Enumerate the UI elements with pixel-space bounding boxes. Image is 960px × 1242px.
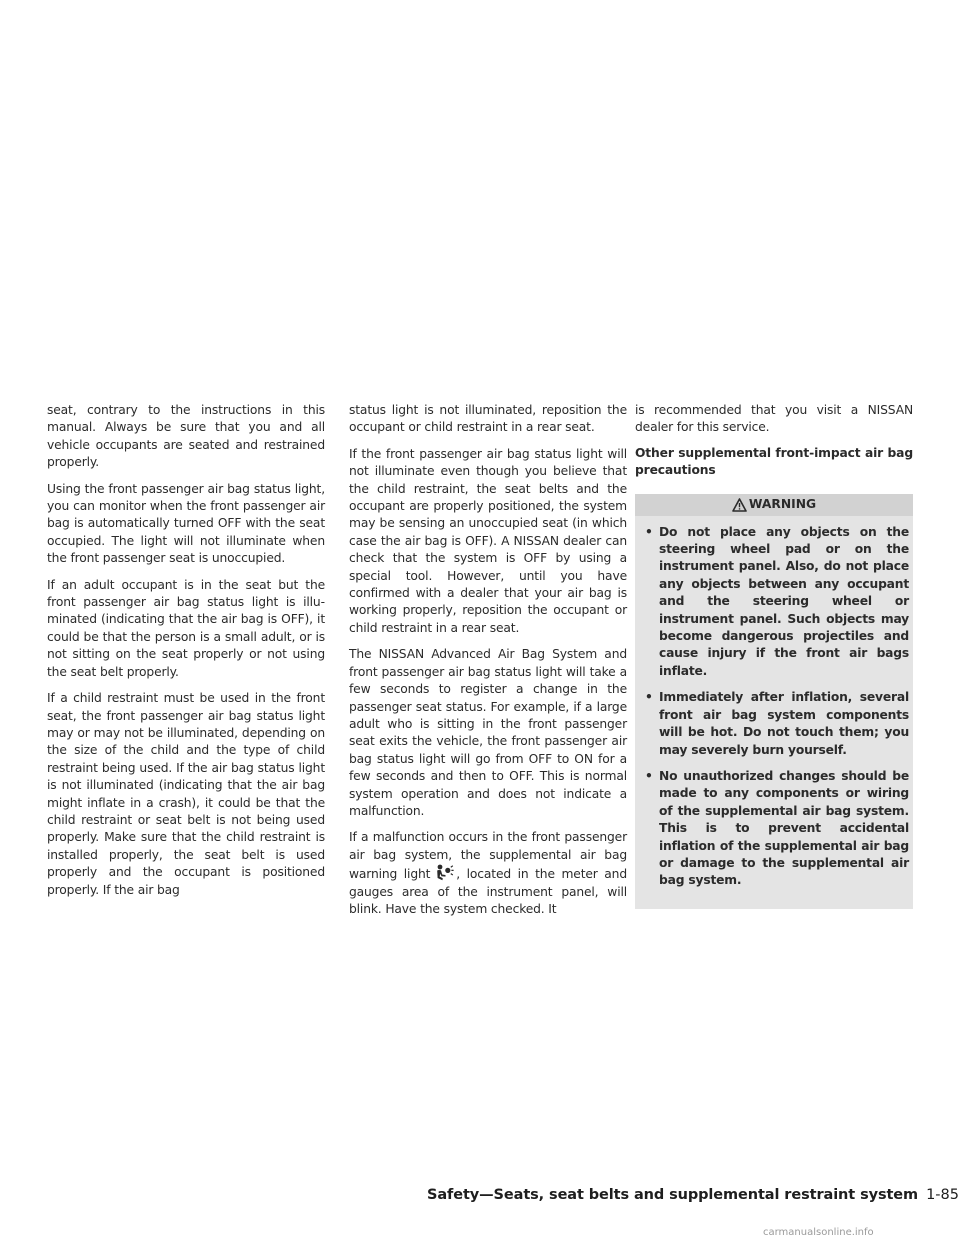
air-bag-warning-icon (432, 864, 454, 882)
paragraph: status light is not illuminated, reposition the occupant or child restraint in a rear seat. (349, 403, 627, 435)
paragraph-with-icon (349, 829, 627, 918)
page-number: 1-85 (926, 1187, 959, 1203)
warning-triangle-icon (732, 498, 747, 512)
warning-list (639, 524, 909, 890)
paragraph: seat, contrary to the instructions in this manual. Always be sure that you and all vehicle occupants are seated and restrained properly. (47, 403, 325, 470)
paragraph: If an adult occupant is in the seat but the front passenger air bag status light is illuminated (indicating that the air bag is OFF), it could be that the person is a small adult, or is not sitting on the seat properly or not using the seat belt properly. (47, 577, 325, 679)
warning-header (635, 494, 913, 516)
warning-title: WARNING (748, 496, 817, 511)
paragraph: If the front passenger air bag status light will not illuminate even though you believe that the child restraint, the seat belts and the occupant are properly positioned, the system may be sensing an unoccupied seat (in which case the air bag is OFF). A NISSAN dealer can check that the system is OFF by using a special tool. However, until you have confirmed with a dealer that your air bag is working properly, reposition the occupant or child restraint in a rear seat. (349, 446, 627, 635)
paragraph-text: If a malfunction occurs in the front passenger air bag system, the supplemental air bag warning light (349, 830, 627, 882)
text-column-left (47, 402, 325, 908)
paragraph: is recommended that you visit a NISSAN dealer for this service. (635, 403, 913, 435)
footer-section-title: Safety—Seats, seat belts and supplemental restraint system (427, 1187, 919, 1203)
warning-box (635, 494, 913, 909)
paragraph: The NISSAN Advanced Air Bag System and front passenger air bag status light will take a few seconds to register a change in the passenger seat status. For example, if a large adult who is sitting in the front passenger seat exits the vehicle, the front passenger air bag status light will go from OFF to ON for a few seconds and then to OFF. This is normal system operation and does not indicate a malfunction. (349, 647, 627, 818)
paragraph: Using the front passenger air bag status light, you can monitor when the front passenger air bag is automatically turned OFF with the seat occupied. The light will not illuminate when the front passenger seat is unoccupied. (47, 481, 325, 566)
page-footer (427, 1187, 959, 1203)
section-heading: Other supplemental front-impact air bag precautions (635, 445, 913, 478)
paragraph: If a child restraint must be used in the front seat, the front passenger air bag status light may or may not be illuminated, depending on the size of the child and the type of child restraint being used. If the air bag status light is not illuminated (indicating that the air bag might inflate in a crash), it could be that the child restraint or seat belt is not being used properly. Make sure that the child restraint is installed properly, the seat belt is used properly and the occupant is positioned properly. If the air bag (47, 691, 325, 897)
paragraph-text: , located in the meter and gauges area of the instrument panel, will blink. Have the system checked. It (349, 867, 627, 916)
text-column-middle (349, 402, 627, 927)
warning-item: • Immediately after inflation, several front air bag system components will be hot. Do not touch them; you may severely burn yourself. (639, 689, 909, 759)
warning-item: • No unauthorized changes should be made to any components or wiring of the supplemental air bag system. This is to prevent accidental inflation of the supplemental air bag or damage to the supplemental air bag system. (639, 768, 909, 890)
watermark: carmanualsonline.info (763, 1227, 874, 1238)
text-column-right (635, 402, 913, 909)
warning-item: • Do not place any objects on the steering wheel pad or on the instrument panel. Also, do not place any objects between any occupant and the steering wheel or instrument panel. Such objects may become dangerous projectiles and cause injury if the front air bags inflate. (639, 524, 909, 681)
